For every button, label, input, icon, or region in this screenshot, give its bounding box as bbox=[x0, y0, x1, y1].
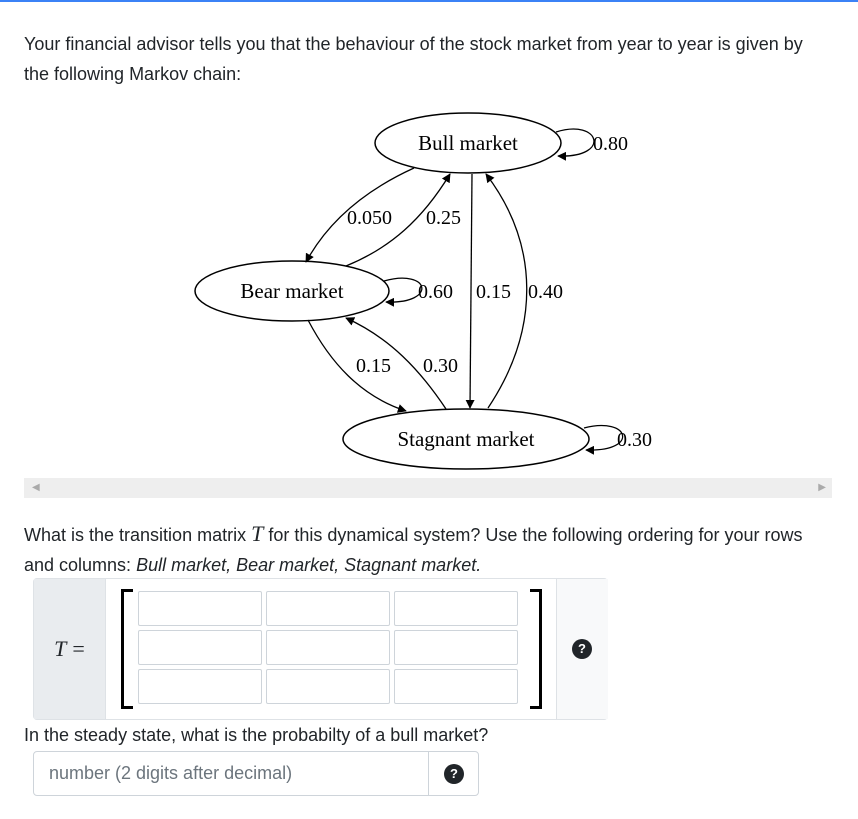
edge-label-stagnant-bear: 0.30 bbox=[423, 355, 458, 377]
edge-label-stagnant-bull: 0.40 bbox=[528, 281, 563, 303]
edge-label-bear-stagnant: 0.15 bbox=[356, 355, 391, 377]
matrix-left-bracket bbox=[121, 589, 133, 709]
intro-text: Your financial advisor tells you that the behaviour of the stock market from year to year is given by the following Markov chain: bbox=[24, 34, 803, 84]
edge-bull-to-stagnant bbox=[470, 174, 472, 408]
matrix-cell-r3-c3[interactable] bbox=[394, 669, 518, 704]
edge-label-bear-bear: 0.60 bbox=[418, 281, 453, 303]
steady-state-input[interactable] bbox=[34, 752, 428, 795]
matrix-cell-r2-c3[interactable] bbox=[394, 630, 518, 665]
matrix-help-addon bbox=[556, 579, 608, 719]
matrix-cell-r2-c2[interactable] bbox=[266, 630, 390, 665]
part1-middle: for this dynamical system? Use the following ordering for your rows and columns: bbox=[24, 525, 803, 575]
matrix-cell-r3-c2[interactable] bbox=[266, 669, 390, 704]
matrix-cell-r1-c3[interactable] bbox=[394, 591, 518, 626]
node-bear bbox=[195, 261, 389, 321]
matrix-label-equals: = bbox=[72, 636, 85, 661]
edge-label-bull-bull: 0.80 bbox=[593, 133, 628, 155]
edge-label-bull-stagnant: 0.15 bbox=[476, 281, 511, 303]
question-circle-icon[interactable]: ? bbox=[572, 639, 592, 659]
matrix-cell-r2-c1[interactable] bbox=[138, 630, 262, 665]
scroll-left-arrow-icon[interactable]: ◀ bbox=[32, 482, 40, 493]
matrix-input-group bbox=[33, 578, 608, 720]
node-stagnant-label: Stagnant market bbox=[397, 427, 535, 451]
matrix-cell-r1-c1[interactable] bbox=[138, 591, 262, 626]
scroll-right-arrow-icon[interactable]: ▶ bbox=[818, 482, 826, 493]
matrix-label bbox=[34, 579, 106, 719]
part1-question bbox=[24, 519, 824, 580]
matrix-cell-r1-c2[interactable] bbox=[266, 591, 390, 626]
node-bear-label: Bear market bbox=[240, 279, 344, 303]
horizontal-scrollbar[interactable] bbox=[24, 478, 832, 498]
steady-state-input-group bbox=[33, 751, 479, 796]
matrix-symbol: T bbox=[251, 521, 264, 546]
edge-label-bear-bull: 0.25 bbox=[426, 207, 461, 229]
question-circle-icon[interactable]: ? bbox=[444, 764, 464, 784]
edge-label-stagnant-stagnant: 0.30 bbox=[617, 429, 652, 451]
steady-state-help-addon bbox=[428, 752, 479, 795]
node-bull-label: Bull market bbox=[418, 131, 518, 155]
part1-prefix: What is the transition matrix bbox=[24, 525, 252, 545]
edge-label-bull-bear: 0.050 bbox=[347, 207, 392, 229]
node-bull bbox=[375, 113, 561, 173]
matrix-right-bracket bbox=[530, 589, 542, 709]
matrix-cell-r3-c1[interactable] bbox=[138, 669, 262, 704]
ordering-text: Bull market, Bear market, Stagnant market. bbox=[136, 555, 482, 575]
node-stagnant bbox=[343, 409, 589, 469]
matrix-label-symbol: T bbox=[54, 636, 67, 661]
top-rule bbox=[0, 0, 858, 2]
markov-chain-diagram bbox=[0, 112, 858, 484]
part2-question: In the steady state, what is the probabilty of a bull market? bbox=[24, 725, 489, 745]
